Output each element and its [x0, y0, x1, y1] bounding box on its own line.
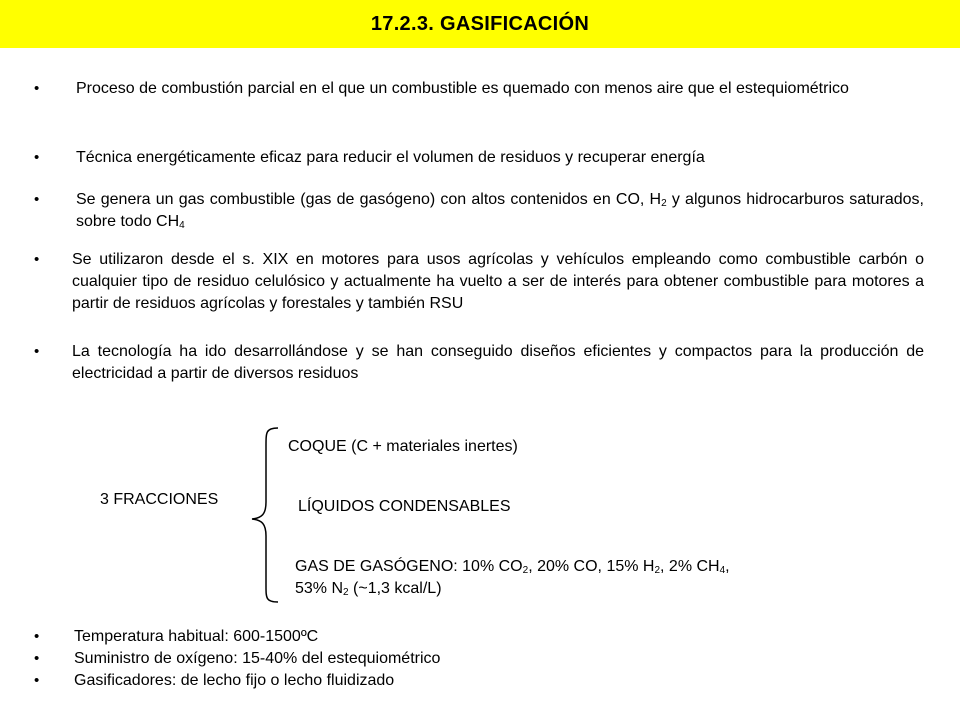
fraction-gas [295, 556, 845, 600]
bullet-icon: • [34, 672, 40, 689]
bullet-text: La tecnología ha ido desarrollándose y se han conseguido diseños eficientes y compactos para la producción de electricidad a partir de diversos residuos [72, 343, 924, 382]
detail-temperatura: • Temperatura habitual: 600-1500ºC [34, 626, 440, 648]
bullet-icon: • [34, 80, 40, 97]
fraction-gas-line2: 53% $N_2$ (~1,3 kcal/L) [295, 580, 442, 598]
bullet-icon: • [34, 650, 40, 667]
bullet-gas [34, 189, 924, 233]
title-bar [0, 0, 960, 48]
bullet-tecnica [34, 147, 924, 169]
bullet-icon: • [34, 628, 40, 645]
details-list [34, 626, 440, 692]
bullet-icon: • [34, 149, 40, 166]
detail-oxigeno: • Suministro de oxígeno: 15-40% del estequiométrico [34, 648, 440, 670]
slide-title: 17.2.3. GASIFICACIÓN [370, 12, 590, 35]
bullet-icon: • [34, 251, 40, 268]
fraction-coque: COQUE (C + materiales inertes) [288, 438, 518, 455]
bullet-text: Proceso de combustión parcial en el que un combustible es quemado con menos aire que el estequiométrico [76, 80, 849, 97]
bullet-combustion [34, 78, 924, 100]
fractions-label: 3 FRACCIONES [100, 491, 219, 508]
fraction-gas-line1: GAS DE GASÓGENO: 10% $CO_2$, 20% CO, 15% $H_2$, 2% $CH_4$, [295, 558, 730, 576]
fraction-liquidos: LÍQUIDOS CONDENSABLES [298, 498, 511, 515]
bullet-historia [34, 249, 924, 315]
bullet-text: Se utilizaron desde el s. XIX en motores para usos agrícolas y vehículos empleando como combustible carbón o cualquier tipo de residuo celulósico y actualmente ha vuelto a ser de interés para obtener combustible para motores a partir de residuos agrícolas y forestales y también RSU [72, 251, 924, 312]
bullet-icon: • [34, 343, 40, 360]
detail-gasificadores: • Gasificadores: de lecho fijo o lecho fluidizado [34, 670, 440, 692]
bullet-text: Técnica energéticamente eficaz para reducir el volumen de residuos y recuperar energía [76, 149, 705, 166]
bullet-text: Se genera un gas combustible (gas de gasógeno) con altos contenidos en CO, $H_2$ y algunos hidrocarburos saturados, sobre todo $CH_4$ [76, 191, 925, 231]
bullet-icon: • [34, 191, 40, 208]
curly-brace [248, 426, 288, 604]
bullet-tecnologia [34, 341, 924, 385]
